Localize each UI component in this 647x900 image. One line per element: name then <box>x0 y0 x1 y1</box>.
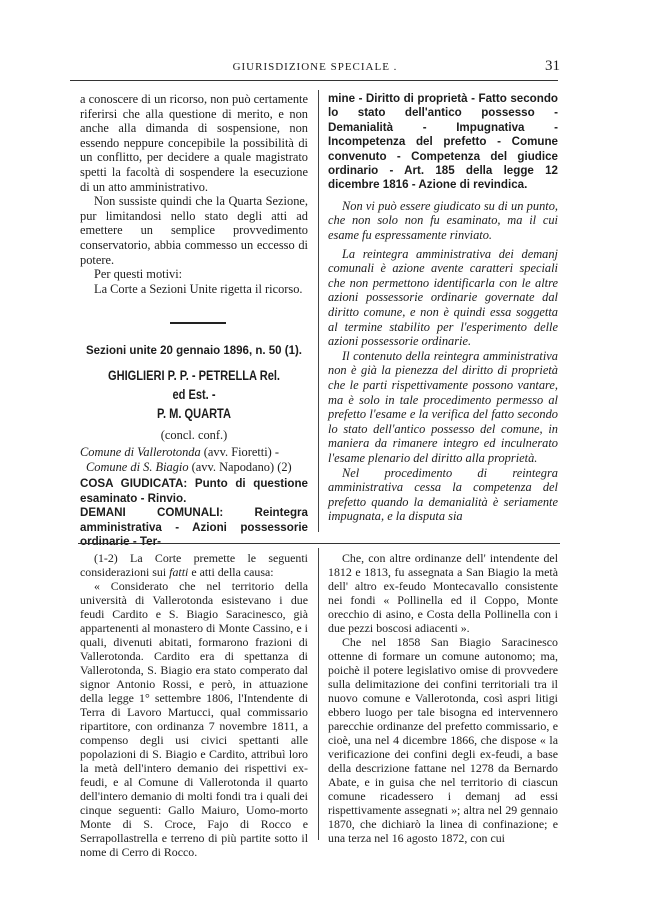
column-rule-bottom <box>318 548 319 840</box>
footnote-rule <box>78 543 560 544</box>
paragraph: Non sussiste quindi che la Quarta Sezione, pur limitandosi nello stato degli atti ad emettere un semplice provvedimento conservatorio, abbia commesso un eccesso di potere. <box>80 194 308 267</box>
header-rule <box>70 80 558 81</box>
subject-text: Punto di questione esaminato - Rinvio. <box>80 477 308 505</box>
lawyer: (avv. Fioretti) - <box>203 445 280 460</box>
litigant-2 <box>80 460 308 475</box>
page-header <box>70 58 560 76</box>
lawyer: (avv. Napodano) (2) <box>191 459 292 474</box>
maxim: La reintegra amministrativa dei demanj comunali è azione avente caratteri speciali che non permettono identificarla con le altre azioni possessorie ordinarie governate dal diritto comune, e non è quindi essa soggetta al termine stabilito per l'esperimento delle azioni possessorie ordinarie. <box>328 246 558 349</box>
intro-text: (1-2) La Corte premette le seguenti considerazioni sui <box>80 551 308 579</box>
intro-emphasis: fatti <box>169 565 189 579</box>
paragraph: La Corte a Sezioni Unite rigetta il ricorso. <box>94 281 303 296</box>
footnote-intro <box>80 551 308 579</box>
case-heading <box>80 344 308 549</box>
parties-line-1: GHIGLIERI P. P. - PETRELLA Rel. ed Est. - <box>107 367 281 402</box>
left-column-footnote <box>80 551 308 859</box>
paragraph: a conoscere di un ricorso, non può certamente riferirsi che alla questione di merito, e non anche alla dimanda di sospensione, non essendo neppure concepibile la possibilità di un conflitto, per decidere a quale magistrato spetti la facoltà di sospendere la esecuzione di un atto amministrativo. <box>80 92 308 194</box>
footnote-quote: « Considerato che nel territorio della università di Vallerotonda esistevano i due feudi Cardito e S. Biagio Saracinesco, già appartenenti al monastero di Monte Cassino, e i quali, divenuti abitati, formarono frazioni di Vallerotonda. Cardito era di spettanza di Vallerotonda, S. Biagio era stato comperato dal signor Antonio Rossi, e però, in attuazione della legge 1° settembre 1806, l'Intendente di Terra di Lavoro Martucci, qual commissario ripartitore, con ordinanza 7 novembre 1811, a compenso degli usi civici spettanti alle popolazioni di S. Biagio e Cardito, attribuì loro la metà dell'intero demanio dei rispettivi ex-feudi, e al Comune di Vallerotonda il quarto dell'intero demanio di molti fondi tra i quali dei cinque seguenti: Gallo Maiuro, Uomo-morto Monte di S. Croce, Fajo di Rocco e Serrapollastrella e terreno di più partite sotto il nome di Cerro di Rocco. <box>80 579 308 859</box>
parties-line-2: P. M. QUARTA <box>156 405 232 421</box>
subject-label: DEMANI COMUNALI: <box>80 506 224 520</box>
paragraph: Per questi motivi: <box>94 267 183 282</box>
commune-name: Comune di S. Biagio <box>86 459 189 474</box>
litigant-1 <box>80 445 308 460</box>
footnote-paragraph: Che nel 1858 San Biagio Saracinesco ottenne di formare un comune autonomo; ma, poichè il potere legislativo omise di provvedere sulla delimitazione dei confini territoriali tra il nuovo comune e Vallerotonda, così aspri litigi ebbero luogo per tale bisogna ed intervennero parecchie ordinanze del prefetto commissario, e cioè, una nel 4 dicembre 1866, che dispose « la verificazione dei confini degli ex-feudi, a base della descrizione fattane nel 1278 da Bernardo Abate, e in guisa che nel territorio di ciascun comune ricadessero i demanj ad essi rispettivamente assegnati »; altra nel 29 gennaio 1870, che dichiarò la linea di confinazione; e una terza nel 16 agosto 1872, con cui <box>328 635 558 845</box>
conclusion-note: (concl. conf.) <box>160 427 228 442</box>
column-rule-top <box>318 90 319 532</box>
subject-cosa-giudicata <box>80 477 308 506</box>
maxim: Il contenuto della reintegra amministrativa non è già la pienezza del diritto di proprietà che le parti rispettivamente possono vantare, ma è solo in tale procedimento permesso al prefetto l'esame e la verifica del fatto secondo lo stato dell'antico possesso del comune, in maniera da rimanere integro ed inculnerato l'esame plenario del diritto alla proprietà. <box>328 348 558 465</box>
running-title: GIURISDIZIONE SPECIALE . <box>232 61 398 73</box>
intro-text: e atti della causa: <box>191 565 274 579</box>
right-column-footnote <box>328 551 558 845</box>
page-number: 31 <box>545 58 560 74</box>
subject-text: Reintegra amministrativa - Azioni possessorie ordinarie - Ter- <box>80 506 308 548</box>
commune-name: Comune di Vallerotonda <box>80 445 201 460</box>
maxim: Non vi può essere giudicato su di un punto, che non solo non fu esaminato, ma il cui esame fu espressamente rinviato. <box>328 198 558 243</box>
maxim: Nel procedimento di reintegra amministrativa cessa la competenza del prefetto quando la demanialità è seriamente impugnata, e la disputa sia <box>328 465 558 524</box>
section-divider <box>170 322 226 324</box>
footnote-paragraph: Che, con altre ordinanze dell' intendente del 1812 e 1813, fu assegnata a San Biagio la metà dell' altro ex-feudo Montecavallo consistente nei fondi « Pollinella ed il Coppo, Monte orecchio di asino, e Costa della Pollinella con i due pezzi boscosi adiacenti ». <box>328 551 558 635</box>
subject-continuation: mine - Diritto di proprietà - Fatto secondo lo stato dell'antico possesso - Demanialità - Impugnativa - Incompetenza del prefetto - Comune convenuto - Competenza del giudice ordinario - Art. 185 della legge 12 dicembre 1816 - Azione di revindica. <box>328 92 558 192</box>
parties-line <box>80 366 308 423</box>
session-line: Sezioni unite 20 gennaio 1896, n. 50 (1). <box>85 345 302 357</box>
left-column-top <box>80 92 308 296</box>
right-column-top <box>328 92 558 524</box>
subject-label: COSA GIUDICATA: <box>80 477 188 491</box>
